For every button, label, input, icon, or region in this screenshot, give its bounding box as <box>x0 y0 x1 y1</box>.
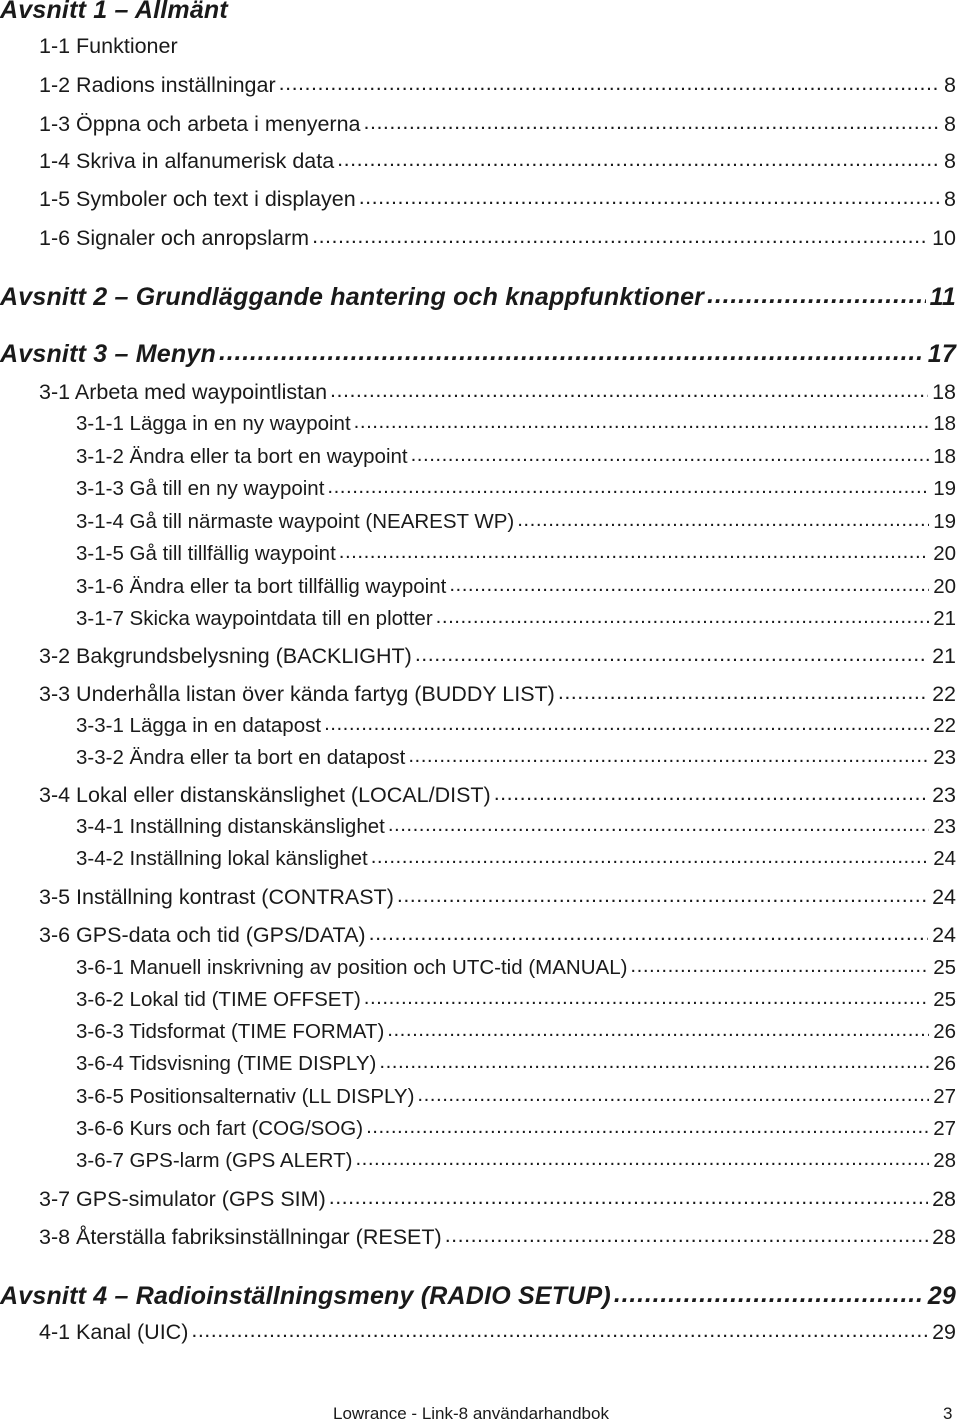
toc-entry-title: 3-3-1 Lägga in en datapost <box>76 714 322 737</box>
toc-entry[interactable] <box>0 1020 956 1044</box>
toc-dot-leader <box>387 1018 929 1042</box>
toc-entry-page: 19 <box>933 477 956 500</box>
toc-entry-page: 8 <box>944 112 956 136</box>
toc-entry-page: 23 <box>933 746 956 769</box>
footer-title: Lowrance - Link-8 användarhandbok <box>333 1404 609 1423</box>
toc-dot-leader <box>355 1147 929 1171</box>
toc-entry-title: 1-1 Funktioner <box>39 34 178 58</box>
toc-entry[interactable] <box>0 746 956 770</box>
toc-entry-page: 26 <box>933 1052 956 1075</box>
toc-entry-title: 3-6-4 Tidsvisning (TIME DISPLY) <box>76 1052 377 1075</box>
toc-entry[interactable] <box>0 783 956 808</box>
toc-entry-title: 3-1-1 Lägga in en ny waypoint <box>76 412 351 435</box>
toc-entry-page: 10 <box>932 226 956 250</box>
toc-dot-leader <box>445 1223 928 1248</box>
toc-entry[interactable] <box>0 149 956 174</box>
toc-entry-page: 8 <box>944 187 956 211</box>
toc-entry-title: 1-6 Signaler och anropslarm <box>39 226 310 250</box>
toc-dot-leader <box>364 110 941 135</box>
toc-dot-leader <box>364 986 929 1010</box>
toc-entry-title: 3-6-7 GPS-larm (GPS ALERT) <box>76 1149 353 1172</box>
toc-entry-page: 18 <box>933 445 956 468</box>
toc-dot-leader <box>191 1318 928 1343</box>
toc-entry-title: 3-6-1 Manuell inskrivning av position och UTC-tid (MANUAL) <box>76 956 628 979</box>
toc-entry-title: 3-8 Återställa fabriksinställningar (RESET) <box>39 1225 442 1249</box>
toc-entry[interactable] <box>0 510 956 534</box>
toc-entry-page: 21 <box>933 607 956 630</box>
toc-entry-title: 3-5 Inställning kontrast (CONTRAST) <box>39 885 394 909</box>
toc-dot-leader <box>397 883 928 908</box>
toc-dot-leader <box>517 508 929 532</box>
toc-entry-page: 8 <box>944 73 956 97</box>
toc-entry-page: 26 <box>933 1020 956 1043</box>
footer-page-number: 3 <box>943 1404 953 1423</box>
toc-entry[interactable] <box>0 445 956 469</box>
toc-dot-leader <box>388 813 929 837</box>
toc-entry-title: 3-1-2 Ändra eller ta bort en waypoint <box>76 445 408 468</box>
toc-entry[interactable] <box>0 112 956 137</box>
toc-entry[interactable] <box>0 542 956 566</box>
toc-entry[interactable] <box>0 1149 956 1173</box>
toc-entry-title: 3-6-6 Kurs och fart (COG/SOG) <box>76 1117 364 1140</box>
toc-entry[interactable] <box>0 187 956 212</box>
toc-entry-page: 24 <box>932 885 956 909</box>
toc-entry-title: Avsnitt 4 – Radioinställningsmeny (RADIO SETUP) <box>0 1282 611 1310</box>
toc-dot-leader <box>329 1185 928 1210</box>
toc-entry-page: 19 <box>933 510 956 533</box>
toc-entry-page: 22 <box>932 682 956 706</box>
toc-dot-leader <box>279 71 940 96</box>
toc-dot-leader <box>415 642 928 667</box>
toc-entry-page: 23 <box>933 815 956 838</box>
toc-dot-leader <box>371 845 929 869</box>
toc-entry-page: 28 <box>932 1225 956 1249</box>
toc-entry-page: 23 <box>932 783 956 807</box>
toc-entry-title: 3-4-1 Inställning distanskänslighet <box>76 815 385 838</box>
toc-entry-page: 27 <box>933 1117 956 1140</box>
toc-entry-page: 18 <box>932 380 956 404</box>
toc-section-entry[interactable] <box>0 340 956 369</box>
toc-entry-title: 3-6 GPS-data och tid (GPS/DATA) <box>39 923 366 947</box>
toc-dot-leader <box>707 281 926 310</box>
toc-entry-title: 3-2 Bakgrundsbelysning (BACKLIGHT) <box>39 644 412 668</box>
toc-entry[interactable] <box>0 682 956 707</box>
toc-entry[interactable] <box>0 477 956 501</box>
toc-entry[interactable] <box>0 1085 956 1109</box>
toc-entry-title: 3-4-2 Inställning lokal känslighet <box>76 847 368 870</box>
toc-entry-title: 3-3-2 Ändra eller ta bort en datapost <box>76 746 406 769</box>
toc-entry[interactable] <box>0 575 956 599</box>
toc-dot-leader <box>366 1115 929 1139</box>
toc-entry-page: 11 <box>929 283 956 311</box>
toc-entry[interactable] <box>0 1052 956 1076</box>
toc-entry-page: 17 <box>927 340 956 368</box>
toc-entry[interactable] <box>0 988 956 1012</box>
toc-section-entry[interactable] <box>0 0 956 25</box>
toc-entry[interactable] <box>0 607 956 631</box>
toc-entry[interactable] <box>0 412 956 436</box>
toc-entry-page: 20 <box>933 542 956 565</box>
toc-entry-title: Avsnitt 1 – Allmänt <box>0 0 228 24</box>
toc-entry-page: 25 <box>933 956 956 979</box>
toc-entry-title: Avsnitt 2 – Grundläggande hantering och knappfunktioner <box>0 283 705 311</box>
toc-entry-title: 3-7 GPS-simulator (GPS SIM) <box>39 1187 326 1211</box>
toc-entry[interactable] <box>0 1225 956 1250</box>
toc-entry-page: 22 <box>933 714 956 737</box>
toc-dot-leader <box>327 475 929 499</box>
toc-section-entry[interactable] <box>0 283 956 312</box>
toc-dot-leader <box>354 410 930 434</box>
toc-dot-leader <box>339 540 929 564</box>
toc-dot-leader <box>408 744 929 768</box>
toc-entry[interactable] <box>0 226 956 251</box>
toc-entry-page: 20 <box>933 575 956 598</box>
toc-entry[interactable] <box>0 1117 956 1141</box>
toc-entry-title: 3-1-7 Skicka waypointdata till en plotter <box>76 607 433 630</box>
toc-dot-leader <box>359 185 940 210</box>
toc-dot-leader <box>324 712 929 736</box>
page-footer <box>0 1404 960 1428</box>
toc-entry[interactable] <box>0 34 956 59</box>
toc-dot-leader <box>379 1050 929 1074</box>
toc-entry[interactable] <box>0 1320 956 1345</box>
toc-section-entry[interactable] <box>0 1282 956 1311</box>
toc-entry[interactable] <box>0 644 956 669</box>
toc-dot-leader <box>219 338 924 367</box>
toc-entry-page: 21 <box>932 644 956 668</box>
toc-entry[interactable] <box>0 380 956 405</box>
toc-entry-page: 27 <box>933 1085 956 1108</box>
toc-entry-title: 1-2 Radions inställningar <box>39 73 276 97</box>
toc-entry-page: 24 <box>932 923 956 947</box>
toc-entry-title: 4-1 Kanal (UIC) <box>39 1320 189 1344</box>
toc-dot-leader <box>312 224 928 249</box>
toc-entry-title: 3-1-4 Gå till närmaste waypoint (NEAREST WP) <box>76 510 515 533</box>
toc-entry-page: 29 <box>927 1282 956 1310</box>
toc-entry-page: 25 <box>933 988 956 1011</box>
toc-entry-title: 3-3 Underhålla listan över kända fartyg (BUDDY LIST) <box>39 682 555 706</box>
toc-entry-page: 8 <box>944 149 956 173</box>
toc-dot-leader <box>337 147 940 172</box>
toc-entry-title: 1-4 Skriva in alfanumerisk data <box>39 149 335 173</box>
toc-dot-leader <box>630 954 929 978</box>
toc-dot-leader <box>449 573 929 597</box>
toc-entry-title: 3-1-3 Gå till en ny waypoint <box>76 477 325 500</box>
toc-dot-leader <box>330 378 928 403</box>
toc-entry[interactable] <box>0 714 956 738</box>
toc-entry-title: 3-1-5 Gå till tillfällig waypoint <box>76 542 336 565</box>
toc-entry-title: 3-4 Lokal eller distanskänslighet (LOCAL/DIST) <box>39 783 491 807</box>
toc-dot-leader <box>494 781 928 806</box>
toc-dot-leader <box>436 605 930 629</box>
toc-entry-page: 24 <box>933 847 956 870</box>
toc-entry[interactable] <box>0 73 956 98</box>
toc-dot-leader <box>614 1280 924 1309</box>
toc-entry-title: 3-1 Arbeta med waypointlistan <box>39 380 328 404</box>
toc-entry[interactable] <box>0 847 956 871</box>
toc-entry[interactable] <box>0 1187 956 1212</box>
toc-dot-leader <box>369 921 928 946</box>
toc-entry-title: 3-6-3 Tidsformat (TIME FORMAT) <box>76 1020 385 1043</box>
toc-entry[interactable] <box>0 815 956 839</box>
toc-entry-title: 3-6-5 Positionsalternativ (LL DISPLY) <box>76 1085 415 1108</box>
toc-entry-page: 29 <box>932 1320 956 1344</box>
toc-entry-title: 3-1-6 Ändra eller ta bort tillfällig waypoint <box>76 575 447 598</box>
toc-entry-title: 1-5 Symboler och text i displayen <box>39 187 356 211</box>
toc-entry-page: 28 <box>933 1149 956 1172</box>
toc-entry-page: 28 <box>932 1187 956 1211</box>
toc-entry[interactable] <box>0 956 956 980</box>
toc-dot-leader <box>417 1083 929 1107</box>
toc-entry-page: 18 <box>933 412 956 435</box>
toc-entry[interactable] <box>0 885 956 910</box>
toc-entry-title: Avsnitt 3 – Menyn <box>0 340 216 368</box>
toc-entry[interactable] <box>0 923 956 948</box>
toc-dot-leader <box>558 680 928 705</box>
toc-entry-title: 1-3 Öppna och arbeta i menyerna <box>39 112 361 136</box>
toc-entry-title: 3-6-2 Lokal tid (TIME OFFSET) <box>76 988 361 1011</box>
toc-dot-leader <box>411 443 930 467</box>
